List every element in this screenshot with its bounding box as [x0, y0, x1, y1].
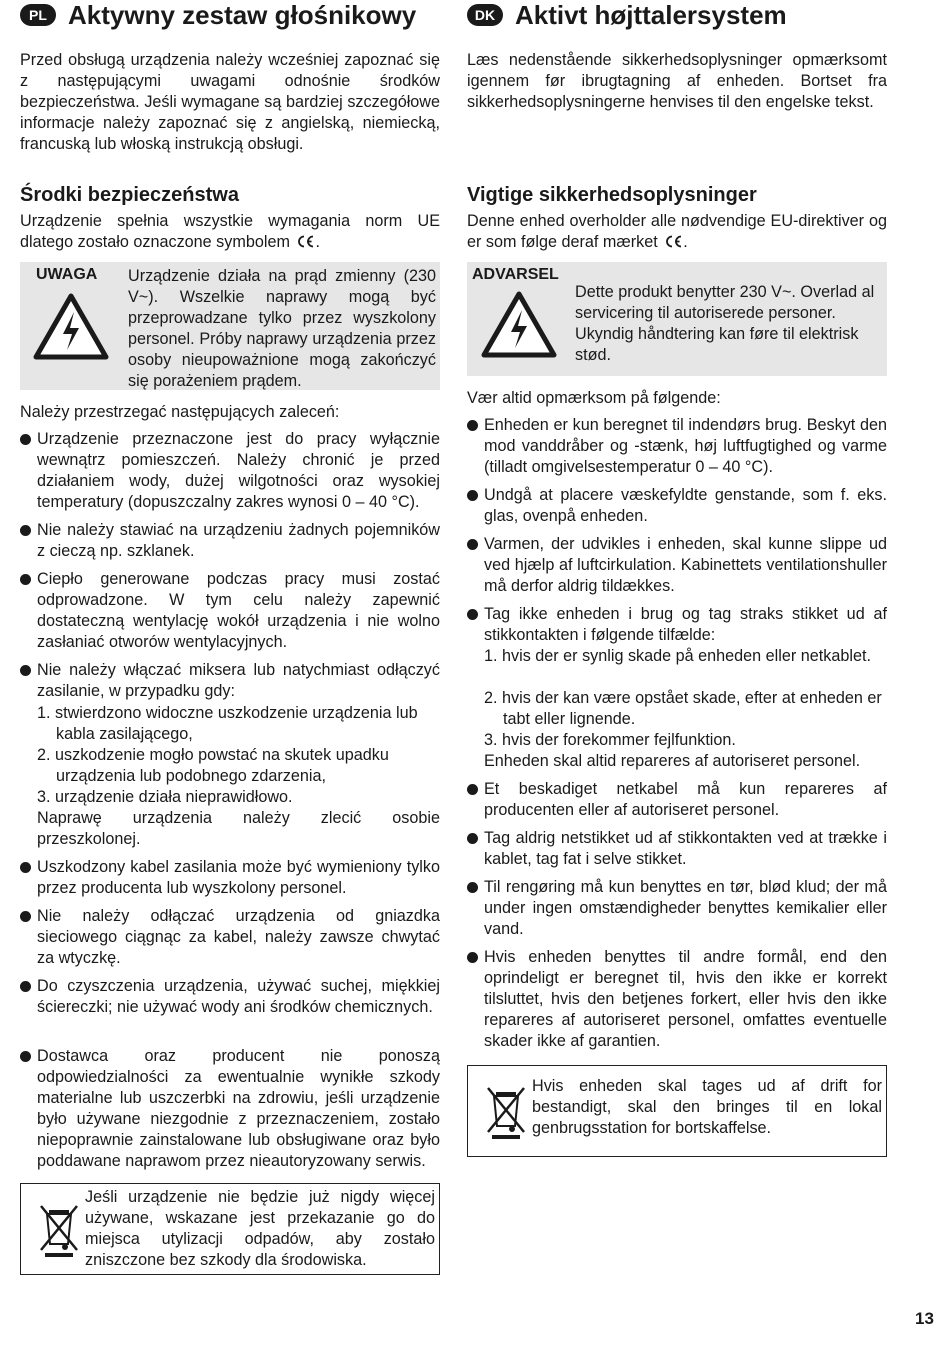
page-number: 13: [915, 1309, 934, 1328]
ce-mark-icon: [297, 235, 315, 248]
disposal-text-pl: Jeśli urządzenie nie będzie już nigdy więcej używane, wskazane jest przekazanie go do miejsca utylizacji odpadów, aby zostało zniszczone bez szkody dla środowiska.: [85, 1188, 435, 1269]
intro-paragraph-pl: Przed obsługą urządzenia należy wcześniej zapoznać się z następującymi uwagami odnośnie środków bezpieczeństwa. Jeśli wymagane są bardziej szczegółowe informacje należy zapoznać się z angielską, niemiecką, francuską lub włoską instrukcją obsługi.: [20, 51, 440, 153]
warning-label-dk: ADVARSEL: [472, 266, 559, 283]
list-item: Undgå at placere væskefyldte genstande, som f. eks. glas, ovenpå enheden.: [484, 486, 887, 525]
list-item: Hvis enheden benyttes til andre formål, end den oprindeligt er beregnet til, hvis den ikke er korrekt tilsluttet, hvis den betjenes forkert, eller hvis den ikke repareres af autoriseret personel, omfattes eventuelle skader ikke af garantien.: [484, 948, 887, 1050]
warning-label-pl: UWAGA: [36, 266, 98, 283]
crossed-out-wheelie-bin-icon: [482, 1082, 530, 1140]
sublist-item-dk-2: 2. hvis der kan være opstået skade, efter at enheden er tabt eller lignende.: [484, 689, 882, 728]
section-title-pl: Środki bezpieczeństwa: [20, 184, 239, 206]
list-item: Til rengøring må kun benyttes en tør, blød klud; der må under ingen omstændigheder benyttes kemikalier eller vand.: [484, 878, 887, 938]
list-item: Et beskadiget netkabel må kun repareres af producenten eller af autoriseret personel.: [484, 780, 887, 819]
ce-paragraph-dk: Denne enhed overholder alle nødvendige EU-direktiver og er som følge deraf mærket .: [467, 212, 887, 251]
sublist-item-pl-1: 1. stwierdzono widoczne uszkodzenie urządzenia lub kabla zasilającego,: [37, 704, 418, 743]
section-title-dk: Vigtige sikkerhedsoplysninger: [467, 184, 757, 206]
list-item: Varmen, der udvikles i enheden, skal kunne slippe ud ved hjælp af luftcirkulation. Kabinettets ventilationshuller må derfor aldrig tildækkes.: [484, 535, 887, 595]
warning-box-dk: [467, 262, 887, 376]
warning-box-pl: [20, 262, 440, 390]
disposal-box-dk: [467, 1065, 887, 1157]
disposal-text-dk: Hvis enheden skal tages ud af drift for bestandigt, skal den bringes til en lokal genbrugsstation for bortskaffelse.: [532, 1077, 882, 1137]
intro-paragraph-dk: Læs nedenstående sikkerhedsoplysninger opmærksomt igennem før ibrugtagning af enheden. Bortset fra sikkerhedsoplysningerne henvises til den engelske tekst.: [467, 51, 887, 111]
sublist-item-dk-3: 3. hvis der forekommer fejlfunktion.: [484, 731, 736, 749]
list-item: Nie należy odłączać urządzenia od gniazdka sieciowego ciągnąc za kabel, należy zawsze chwytać za wtyczkę.: [37, 907, 440, 967]
list-item: Tag aldrig netstikket ud af stikkontakten ved at trække i kablet, tag fat i selve stikket.: [484, 829, 887, 868]
high-voltage-warning-icon: [481, 290, 557, 358]
warning-text-pl: Urządzenie działa na prąd zmienny (230 V~). Wszelkie naprawy mogą być przeprowadzane tylko przez wyszkolony personel. Próby naprawy urządzenia przez osoby nieupoważnione mogą zakończyć się porażeniem prądem.: [128, 267, 436, 390]
ce-paragraph-pl: Urządzenie spełnia wszystkie wymagania norm UE dlatego zostało oznaczone symbolem .: [20, 212, 440, 251]
sublist-item-pl-3: 3. urządzenie działa nieprawidłowo.: [37, 788, 293, 806]
list-item: Do czyszczenia urządzenia, używać suchej, miękkiej ściereczki; nie używać wody ani środków chemicznych.: [37, 977, 440, 1016]
section-header-dk: [467, 0, 787, 30]
list-item: Enheden er kun beregnet til indendørs brug. Beskyt den mod vanddråber og -stænk, høj luftfugtighed og varme (tilladt omgivelsestemperatur 0 – 40 °C).: [484, 416, 887, 476]
ce-text-pl: Urządzenie spełnia wszystkie wymagania norm UE dlatego zostało oznaczone symbolem: [20, 212, 440, 251]
crossed-out-wheelie-bin-icon: [35, 1200, 83, 1258]
observe-line-pl: Należy przestrzegać następujących zaleceń:: [20, 403, 340, 421]
page-title-pl: Aktywny zestaw głośnikowy: [68, 0, 417, 30]
ce-mark-icon: [665, 235, 683, 248]
list-item: Uszkodzony kabel zasilania może być wymieniony tylko przez producenta lub wyszkolony personel.: [37, 858, 440, 897]
page-title-dk: Aktivt højttalersystem: [515, 0, 787, 30]
sublist-note-dk: Enheden skal altid repareres af autoriseret personel.: [484, 752, 861, 770]
sublist-note-pl: Naprawę urządzenia należy zlecić osobie przeszkolonej.: [37, 809, 440, 848]
list-item: Nie należy stawiać na urządzeniu żadnych pojemników z cieczą np. szklanek.: [37, 521, 440, 560]
language-badge-dk: DK: [467, 4, 503, 26]
ce-text-dk: Denne enhed overholder alle nødvendige EU-direktiver og er som følge deraf mærket: [467, 212, 887, 251]
list-item: Ciepło generowane podczas pracy musi zostać odprowadzone. W tym celu należy zapewnić dostateczną wentylację wokół urządzenia i nie wolno zasłaniać otworów wentylacyjnych.: [37, 570, 440, 651]
observe-line-dk: Vær altid opmærksom på følgende:: [467, 389, 721, 407]
disposal-box-pl: [20, 1183, 440, 1275]
high-voltage-warning-icon: [33, 292, 109, 360]
section-header-pl: [20, 0, 416, 30]
sublist-item-dk-1: 1. hvis der er synlig skade på enheden eller netkablet.: [484, 647, 871, 665]
list-item: Tag ikke enheden i brug og tag straks stikket ud af stikkontakten i følgende tilfælde:: [484, 605, 887, 644]
list-item: Urządzenie przeznaczone jest do pracy wyłącznie wewnątrz pomieszczeń. Należy chronić je przed działaniem wody, dużej wilgotności oraz wysokiej temperatury (dopuszczalny zakres wynosi 0 – 40 °C).: [37, 430, 440, 511]
sublist-item-pl-2: 2. uszkodzenie mogło powstać na skutek upadku urządzenia lub podobnego zdarzenia,: [37, 746, 389, 785]
warning-text-dk: Dette produkt benytter 230 V~. Overlad al servicering til autoriserede personer. Ukyndig håndtering kan føre til elektrisk stød.: [575, 283, 875, 364]
list-item: Dostawca oraz producent nie ponoszą odpowiedzialności za ewentualnie wynikłe szkody materialne lub uszczerbki na zdrowiu, jeśli urządzenie było używane niezgodnie z przeznaczeniem, zostało niepoprawnie zainstalowane lub obsługiwane oraz było poddawane naprawom przez nieautoryzowany serwis.: [37, 1047, 440, 1170]
language-badge-pl: PL: [20, 4, 56, 26]
list-item: Nie należy włączać miksera lub natychmiast odłączyć zasilanie, w przypadku gdy:: [37, 661, 440, 700]
